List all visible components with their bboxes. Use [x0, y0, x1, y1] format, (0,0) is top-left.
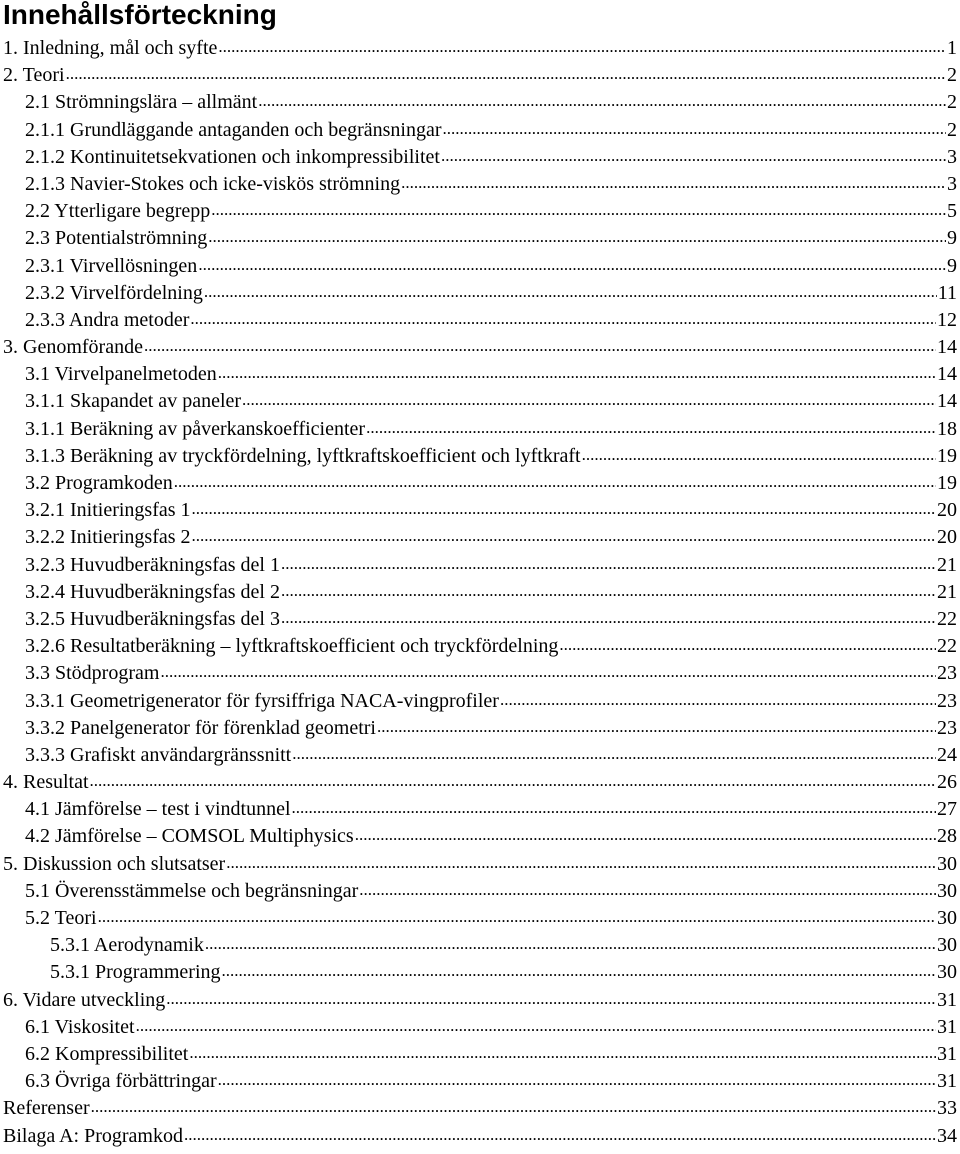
- dot-leader: [355, 822, 936, 842]
- toc-entry-page-number: 28: [937, 825, 957, 848]
- toc-entry-page-number: 21: [937, 553, 957, 576]
- toc-entry-label: 4.2 Jämförelse – COMSOL Multiphysics: [25, 825, 354, 848]
- dot-leader: [189, 1040, 936, 1060]
- toc-entry-label: 2.1.3 Navier-Stokes och icke-viskös strömning: [25, 172, 401, 195]
- toc-entry-page-number: 26: [937, 771, 957, 794]
- toc-entry-label: 6.1 Viskositet: [25, 1015, 135, 1038]
- toc-entry-page-number: 23: [937, 716, 957, 739]
- toc-entry-page-number: 31: [937, 1015, 957, 1038]
- dot-leader: [218, 360, 936, 380]
- dot-leader: [281, 551, 936, 571]
- toc-entry-page-number: 2: [947, 64, 957, 87]
- toc-entry[interactable]: [0, 197, 960, 224]
- toc-entry-page-number: 5: [947, 200, 957, 223]
- toc-entry[interactable]: [0, 442, 960, 469]
- toc-entry[interactable]: [0, 904, 960, 931]
- toc-entry[interactable]: [0, 1122, 960, 1149]
- toc-entry[interactable]: [0, 387, 960, 414]
- toc-entry[interactable]: [0, 768, 960, 795]
- dot-leader: [559, 632, 936, 652]
- toc-entry-page-number: 30: [937, 934, 957, 957]
- toc-entry-page-number: 31: [937, 1042, 957, 1065]
- dot-leader: [90, 768, 936, 788]
- toc-entry-label: 3.2.2 Initieringsfas 2: [25, 526, 191, 549]
- toc-list: [0, 34, 960, 1149]
- toc-entry-page-number: 30: [937, 852, 957, 875]
- toc-entry-page-number: 22: [937, 607, 957, 630]
- toc-entry[interactable]: [0, 714, 960, 741]
- dot-leader: [281, 578, 936, 598]
- toc-entry[interactable]: [0, 523, 960, 550]
- toc-entry-page-number: 24: [937, 743, 957, 766]
- toc-entry[interactable]: [0, 116, 960, 143]
- toc-entry-page-number: 33: [937, 1097, 957, 1120]
- dot-leader: [366, 415, 936, 435]
- toc-entry-label: 5.3.1 Aerodynamik: [50, 934, 204, 957]
- dot-leader: [174, 469, 936, 489]
- toc-entry-page-number: 2: [947, 118, 957, 141]
- toc-entry-label: 5.2 Teori: [25, 907, 97, 929]
- toc-entry-label: 5.1 Överensstämmelse och begränsningar: [25, 879, 359, 902]
- toc-entry-label: 2.1 Strömningslära – allmänt: [25, 91, 258, 114]
- toc-entry[interactable]: [0, 578, 960, 605]
- toc-entry-page-number: 9: [947, 254, 957, 277]
- toc-entry-label: 3.2.6 Resultatberäkning – lyftkraftskoefficient och tryckfördelning: [25, 635, 559, 658]
- toc-entry-label: 2.2 Ytterligare begrepp: [25, 200, 211, 223]
- dot-leader: [258, 88, 946, 108]
- toc-entry-page-number: 9: [947, 227, 957, 250]
- dot-leader: [205, 931, 936, 951]
- toc-entry[interactable]: [0, 496, 960, 523]
- toc-entry-page-number: 14: [937, 336, 957, 359]
- dot-leader: [192, 523, 936, 543]
- toc-entry-label: 3.1.1 Skapandet av paneler: [25, 390, 242, 413]
- toc-entry[interactable]: [0, 170, 960, 197]
- toc-entry-label: 2.1.2 Kontinuitetsekvationen och inkompressibilitet: [25, 145, 440, 168]
- toc-entry-label: 3.2 Programkoden: [25, 472, 173, 494]
- toc-entry[interactable]: [0, 88, 960, 115]
- toc-entry[interactable]: [0, 360, 960, 387]
- dot-leader: [91, 1094, 936, 1114]
- dot-leader: [192, 496, 936, 516]
- toc-entry-page-number: 30: [937, 907, 957, 929]
- toc-entry-page-number: 3: [947, 145, 957, 168]
- toc-entry-label: 3.1.3 Beräkning av tryckfördelning, lyftkraftskoefficient och lyftkraft: [25, 444, 581, 467]
- toc-entry[interactable]: [0, 741, 960, 768]
- toc-entry[interactable]: [0, 1094, 960, 1121]
- toc-entry-page-number: 14: [937, 363, 957, 386]
- toc-entry-page-number: 1: [947, 37, 957, 59]
- toc-entry-label: 5. Diskussion och slutsatser: [3, 852, 226, 875]
- toc-entry[interactable]: [0, 333, 960, 360]
- toc-entry[interactable]: [0, 931, 960, 958]
- dot-leader: [500, 687, 936, 707]
- toc-entry-page-number: 22: [937, 635, 957, 658]
- toc-entry-label: 6.2 Kompressibilitet: [25, 1042, 189, 1065]
- dot-leader: [401, 170, 946, 190]
- toc-entry-label: 3.3 Stödprogram: [25, 662, 160, 685]
- toc-entry-label: 3.3.2 Panelgenerator för förenklad geometri: [25, 716, 376, 739]
- toc-entry-page-number: 34: [937, 1124, 957, 1147]
- toc-entry[interactable]: [0, 551, 960, 578]
- toc-entry[interactable]: [0, 632, 960, 659]
- dot-leader: [226, 850, 936, 870]
- dot-leader: [66, 61, 946, 81]
- toc-entry-label: 3.2.4 Huvudberäkningsfas del 2: [25, 580, 280, 603]
- toc-entry-page-number: 11: [937, 281, 957, 304]
- toc-entry[interactable]: [0, 252, 960, 279]
- toc-entry-label: Bilaga A: Programkod: [3, 1124, 183, 1147]
- toc-entry-page-number: 31: [937, 1070, 957, 1093]
- toc-entry[interactable]: [0, 687, 960, 714]
- toc-entry[interactable]: [0, 1013, 960, 1040]
- toc-entry-label: 2.3.1 Virvellösningen: [25, 254, 198, 277]
- toc-entry[interactable]: [0, 306, 960, 333]
- toc-entry-label: 2.3.2 Virvelfördelning: [25, 281, 203, 304]
- toc-entry-label: 1. Inledning, mål och syfte: [3, 37, 218, 59]
- toc-entry[interactable]: [0, 877, 960, 904]
- dot-leader: [98, 904, 936, 924]
- dot-leader: [144, 333, 936, 353]
- toc-entry-page-number: 18: [937, 417, 957, 440]
- toc-entry[interactable]: [0, 659, 960, 686]
- dot-leader: [441, 143, 946, 163]
- dot-leader: [198, 252, 946, 272]
- toc-entry-label: 3.2.5 Huvudberäkningsfas del 3: [25, 607, 280, 630]
- toc-entry[interactable]: [0, 822, 960, 849]
- dot-leader: [204, 279, 937, 299]
- toc-entry[interactable]: [0, 1040, 960, 1067]
- toc-entry[interactable]: [0, 61, 960, 88]
- dot-leader: [222, 958, 936, 978]
- dot-leader: [281, 605, 936, 625]
- toc-entry-page-number: 19: [937, 444, 957, 467]
- toc-entry-label: 5.3.1 Programmering: [50, 961, 221, 984]
- toc-entry[interactable]: [0, 850, 960, 877]
- toc-entry-page-number: 27: [937, 798, 957, 821]
- toc-entry-label: 4. Resultat: [3, 771, 89, 794]
- toc-entry-page-number: 30: [937, 961, 957, 984]
- toc-entry-label: 2.3.3 Andra metoder: [25, 308, 190, 331]
- toc-entry-page-number: 20: [937, 499, 957, 522]
- toc-entry-label: 3.1 Virvelpanelmetoden: [25, 363, 217, 386]
- toc-entry[interactable]: [0, 958, 960, 985]
- dot-leader: [377, 714, 936, 734]
- dot-leader: [160, 659, 936, 679]
- toc-entry-page-number: 31: [937, 988, 957, 1011]
- dot-leader: [136, 1013, 936, 1033]
- toc-entry[interactable]: [0, 279, 960, 306]
- toc-entry[interactable]: [0, 143, 960, 170]
- toc-entry[interactable]: [0, 605, 960, 632]
- toc-title: Innehållsförteckning: [3, 0, 277, 30]
- dot-leader: [292, 741, 936, 761]
- toc-entry-label: 4.1 Jämförelse – test i vindtunnel: [25, 798, 291, 821]
- toc-entry-page-number: 30: [937, 879, 957, 902]
- dot-leader: [582, 442, 936, 462]
- dot-leader: [184, 1122, 936, 1142]
- toc-entry-label: 3.3.1 Geometrigenerator för fyrsiffriga NACA-vingprofiler: [25, 689, 499, 712]
- dot-leader: [443, 116, 946, 136]
- toc-entry-page-number: 2: [947, 91, 957, 114]
- toc-entry-page-number: 12: [937, 308, 957, 331]
- toc-entry-page-number: 21: [937, 580, 957, 603]
- toc-entry[interactable]: [0, 986, 960, 1013]
- dot-leader: [359, 877, 936, 897]
- dot-leader: [208, 224, 946, 244]
- dot-leader: [292, 795, 936, 815]
- dot-leader: [218, 34, 946, 54]
- toc-entry-label: 2.3 Potentialströmning: [25, 227, 208, 250]
- toc-entry[interactable]: [0, 1067, 960, 1094]
- dot-leader: [211, 197, 946, 217]
- toc-entry-label: 2.1.1 Grundläggande antaganden och begränsningar: [25, 118, 442, 141]
- dot-leader: [218, 1067, 936, 1087]
- dot-leader: [190, 306, 936, 326]
- dot-leader: [166, 986, 936, 1006]
- toc-entry-label: 3.2.3 Huvudberäkningsfas del 1: [25, 553, 280, 576]
- toc-entry-label: 3.1.1 Beräkning av påverkanskoefficienter: [25, 417, 366, 440]
- toc-entry-page-number: 20: [937, 526, 957, 549]
- toc-entry-label: 6.3 Övriga förbättringar: [25, 1070, 217, 1093]
- toc-entry-label: 2. Teori: [3, 64, 65, 87]
- toc-entry-page-number: 23: [937, 689, 957, 712]
- toc-entry-label: Referenser: [3, 1097, 90, 1120]
- toc-entry-label: 6. Vidare utveckling: [3, 988, 166, 1011]
- toc-entry[interactable]: [0, 34, 960, 61]
- toc-entry-label: 3.3.3 Grafiskt användargränssnitt: [25, 743, 292, 766]
- toc-entry-page-number: 3: [947, 172, 957, 195]
- toc-entry[interactable]: [0, 415, 960, 442]
- toc-entry-label: 3.2.1 Initieringsfas 1: [25, 499, 191, 522]
- toc-entry-page-number: 23: [937, 662, 957, 685]
- toc-entry-page-number: 14: [937, 390, 957, 413]
- toc-entry-page-number: 19: [937, 472, 957, 494]
- toc-entry[interactable]: [0, 224, 960, 251]
- toc-entry[interactable]: [0, 795, 960, 822]
- toc-entry-label: 3. Genomförande: [3, 336, 143, 359]
- toc-entry[interactable]: [0, 469, 960, 496]
- dot-leader: [242, 387, 936, 407]
